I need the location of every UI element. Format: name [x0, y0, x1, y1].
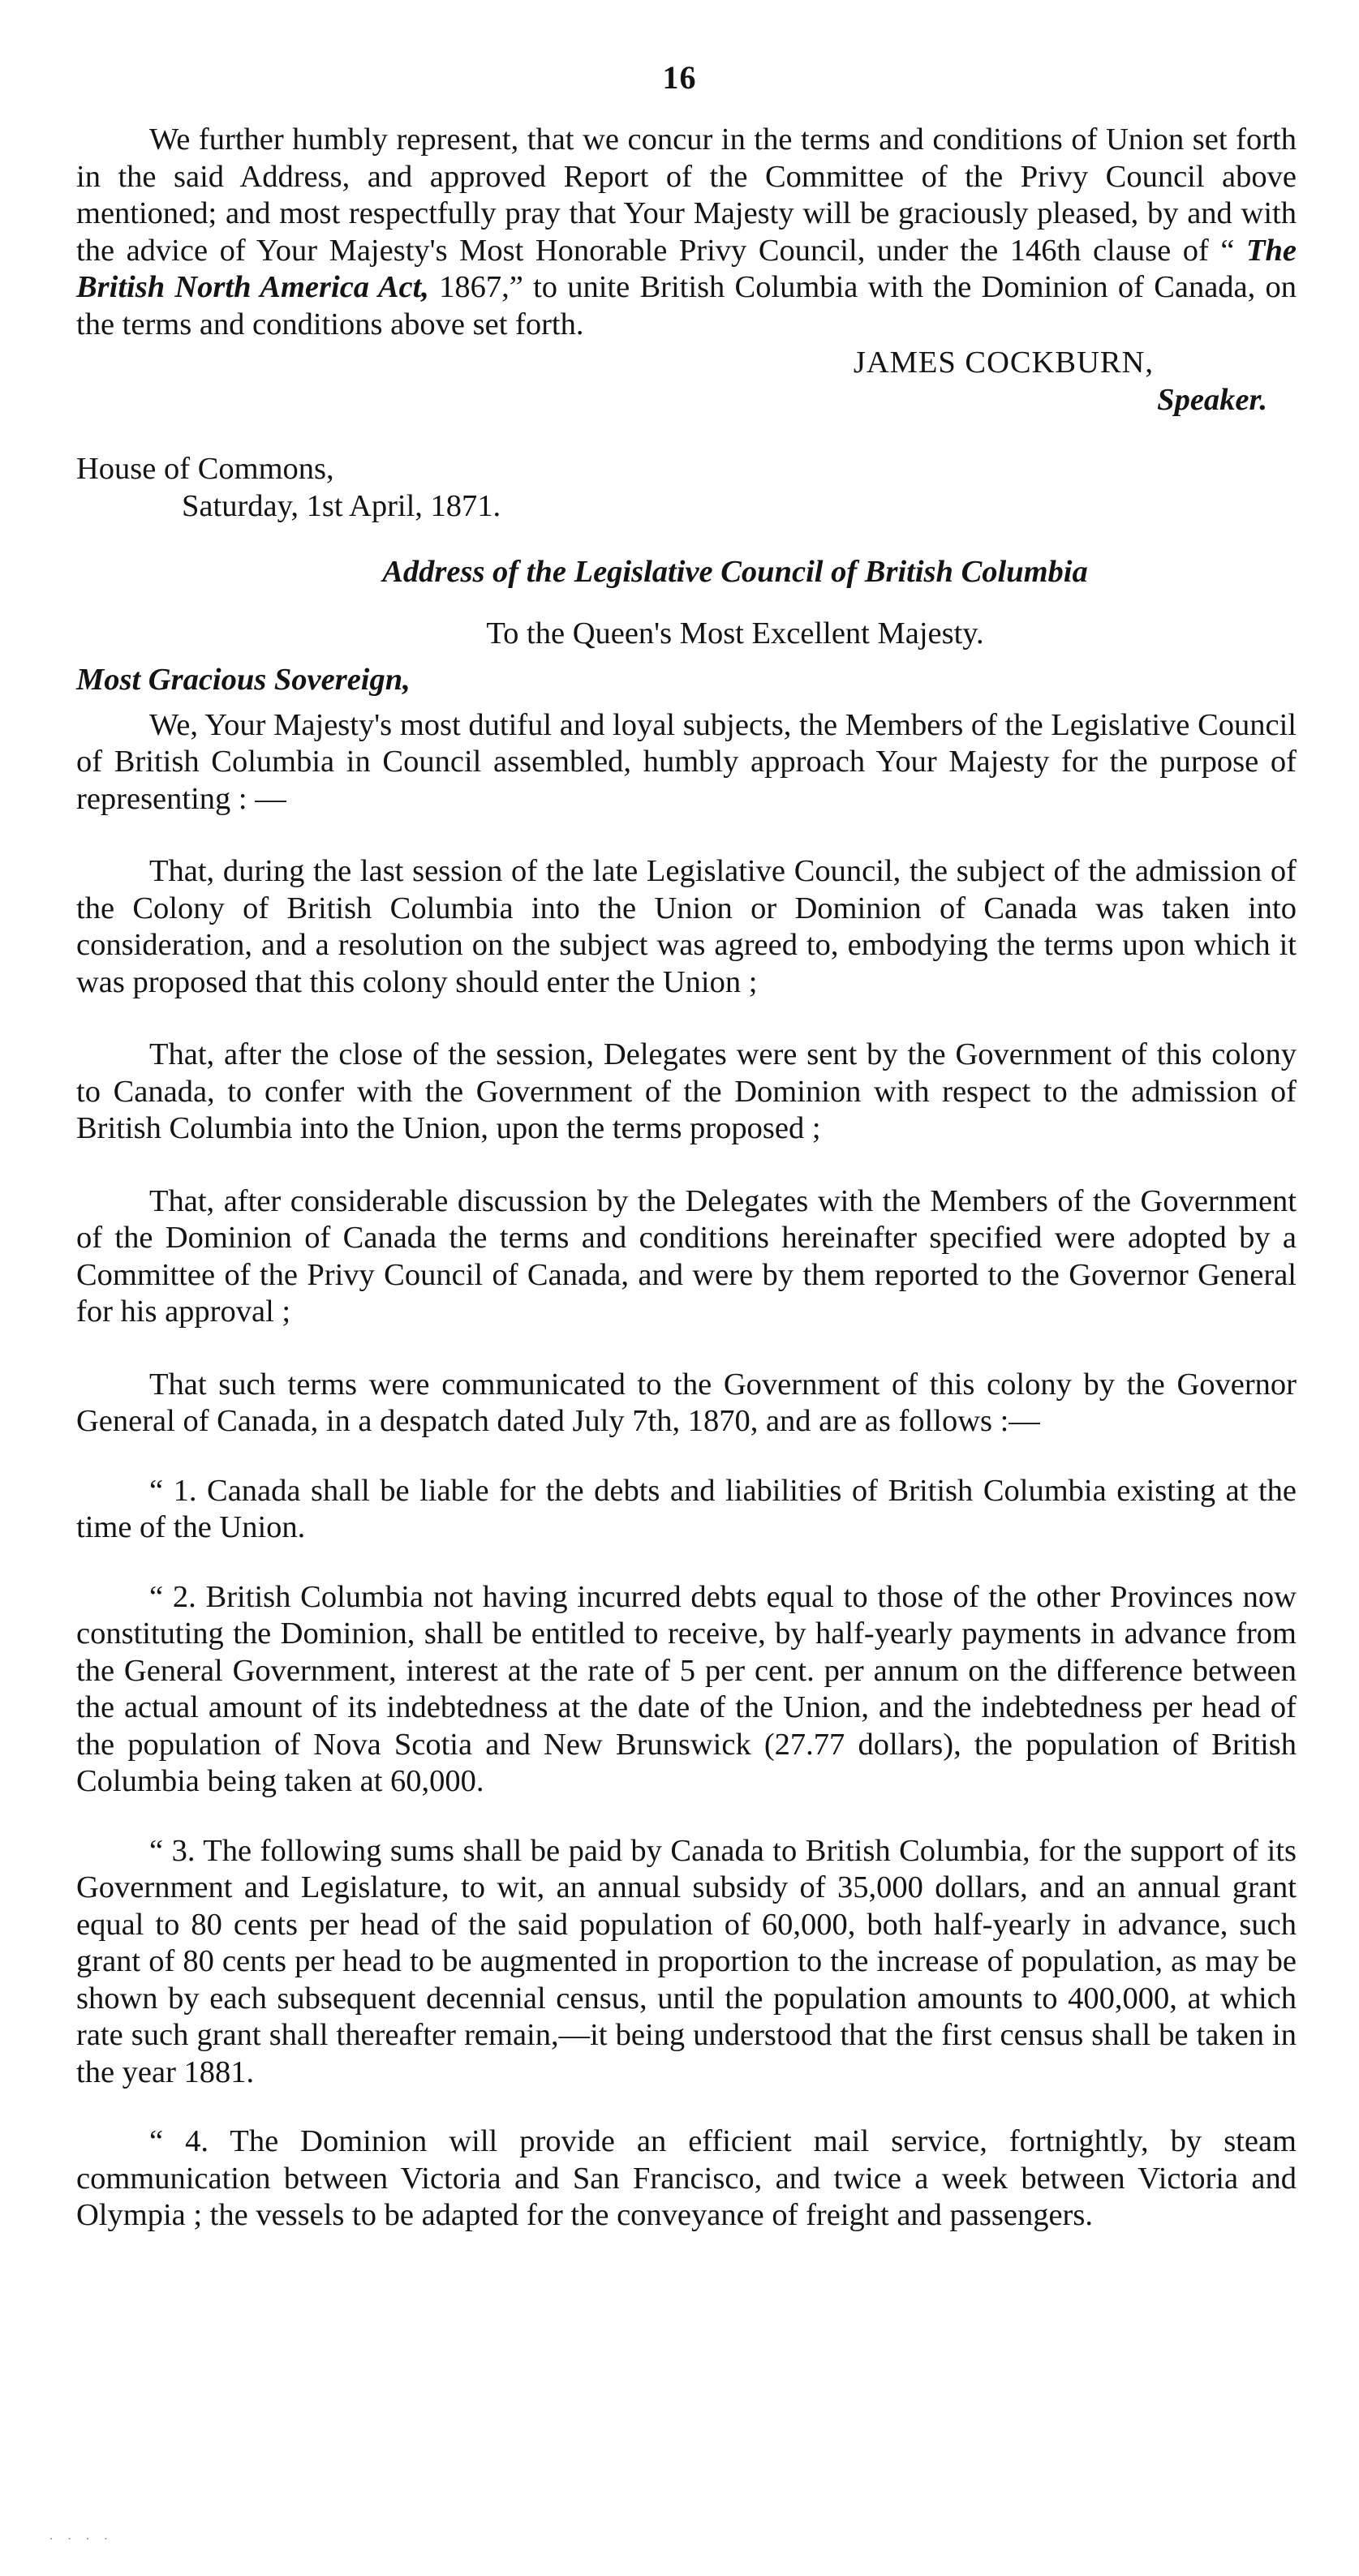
petition-text-start: We further humbly represent, that we concur in the terms and conditions of Union set forth in the said Address, and approved Report of the Committee of the Privy Council above mentioned; and most respectfully pray that Your Majesty will be graciously pleased, by and with the advice of Your Majesty's Most Honorable Privy Council, under the 146th clause of “	[76, 122, 1297, 268]
address-paragraph: We, Your Majesty's most dutiful and loyal subjects, the Members of the Legislative Council of British Columbia in Council assembled, humbly approach Your Majesty for the purpose of representing : —	[76, 707, 1297, 816]
signatory-name: JAMES COCKBURN,	[853, 346, 1154, 380]
date-line: Saturday, 1st April, 1871.	[182, 488, 501, 523]
address-paragraph: That, after the close of the session, Delegates were sent by the Government of this colony to Canada, to confer with the Government of the Dominion with respect to the admission of British Columbia into the Union, upon the terms proposed ;	[76, 1037, 1297, 1145]
address-paragraph: That such terms were communicated to the Government of this colony by the Governor General of Canada, in a despatch dated July 7th, 1870, and are as follows :—	[76, 1367, 1297, 1438]
term-paragraph: “ 3. The following sums shall be paid by Canada to British Columbia, for the support of its Government and Legislature, to wit, an annual subsidy of 35,000 dollars, and an annual grant equal to 80 cents per head of the said population of 60,000, both half-yearly in advance, such grant of 80 cents per head to be augmented in proportion to the increase of population, as may be shown by each subsequent decennial census, until the population amounts to 400,000, at which rate such grant shall thereafter remain,—it being understood that the first census shall be taken in the year 1881.	[76, 1833, 1297, 2089]
paper-specks-decoration: · · · ·	[49, 2531, 114, 2547]
act-name: The British North America Act,	[76, 233, 1297, 304]
place-line: House of Commons,	[76, 452, 334, 486]
term-paragraph: “ 2. British Columbia not having incurred debts equal to those of the other Provinces now constituting the Dominion, shall be entitled to receive, by half-yearly payments in advance from the General Government, interest at the rate of 5 per cent. per annum on the difference between the actual amount of its indebtedness at the date of the Union, and the indebtedness per head of the population of Nova Scotia and New Brunswick (27.77 dollars), the population of British Columbia being taken at 60,000.	[76, 1579, 1297, 1798]
address-recipient: To the Queen's Most Excellent Majesty.	[486, 616, 984, 650]
document-body	[76, 122, 1297, 2235]
term-paragraph: “ 1. Canada shall be liable for the debts and liabilities of British Columbia existing at the time of the Union.	[76, 1473, 1297, 1544]
salutation: Most Gracious Sovereign,	[76, 663, 411, 697]
petition-paragraph	[76, 122, 1297, 343]
petition-text-end: 1867,” to unite British Columbia with the Dominion of Canada, on the terms and conditions above set forth.	[76, 270, 1297, 341]
address-title: Address of the Legislative Council of British Columbia	[382, 555, 1088, 589]
page-number: 16	[662, 59, 697, 96]
term-paragraph: “ 4. The Dominion will provide an efficient mail service, fortnightly, by steam communication between Victoria and San Francisco, and twice a week between Victoria and Olympia ; the vessels to be adapted for the conveyance of freight and passengers.	[76, 2124, 1297, 2232]
signatory-title: Speaker.	[1157, 382, 1267, 417]
address-paragraph: That, during the last session of the late Legislative Council, the subject of the admission of the Colony of British Columbia into the Union or Dominion of Canada was taken into consideration, and a resolution on the subject was agreed to, embodying the terms upon which it was proposed that this colony should enter the Union ;	[76, 854, 1297, 999]
address-paragraph: That, after considerable discussion by the Delegates with the Members of the Government of the Dominion of Canada the terms and conditions hereinafter specified were adopted by a Committee of the Privy Council of Canada, and were by them reported to the Governor General for his approval ;	[76, 1183, 1297, 1329]
